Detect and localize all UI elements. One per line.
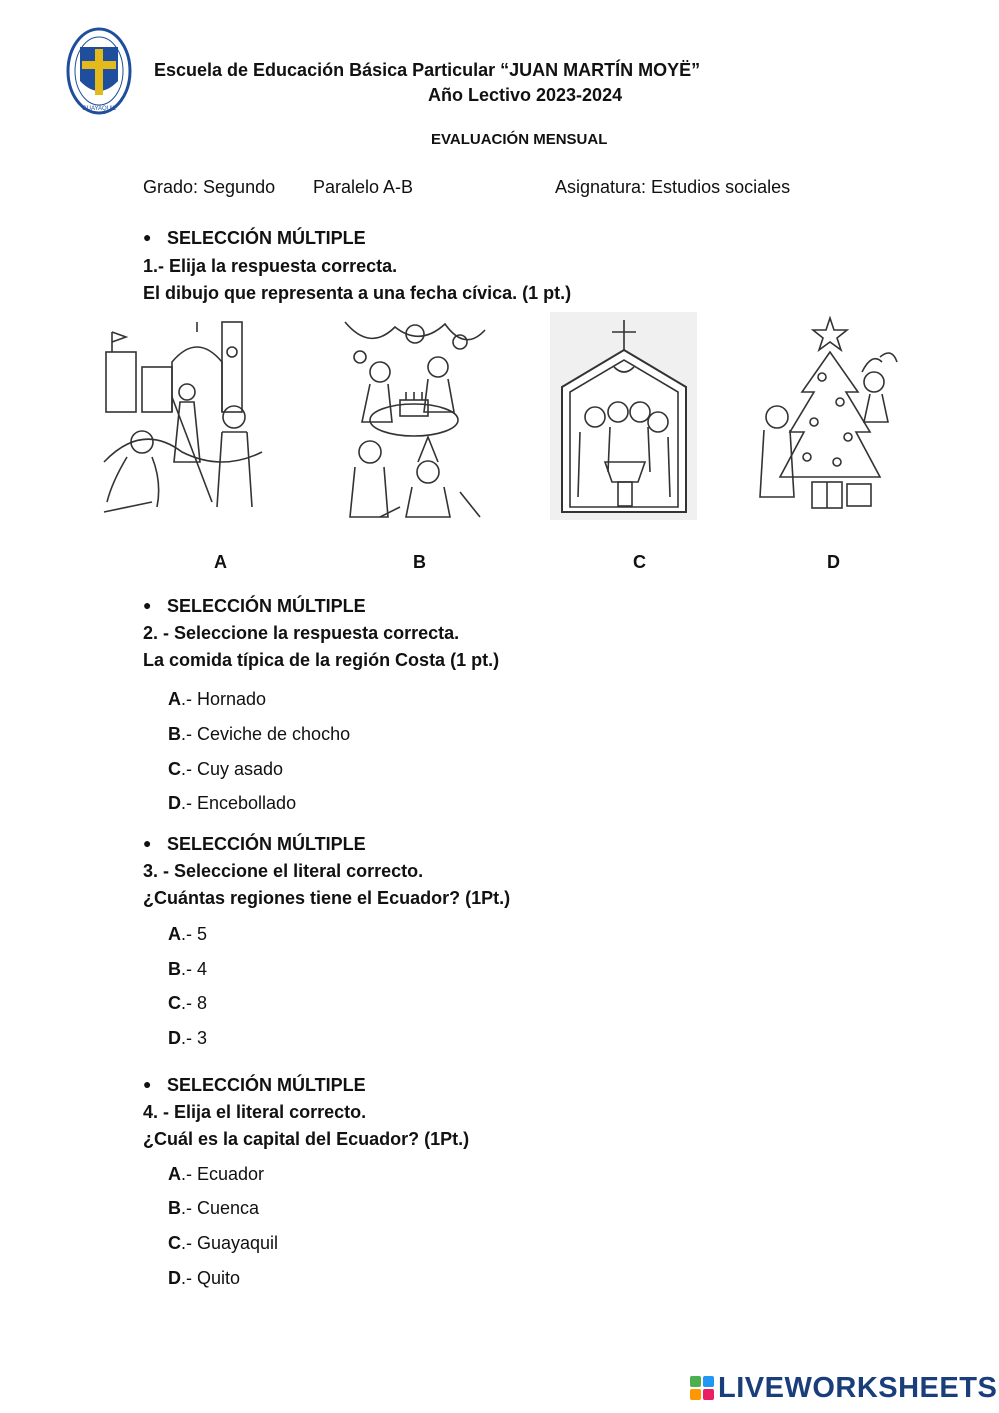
school-name: Escuela de Educación Básica Particular “JUAN MARTÍN MOYË” [154,60,701,80]
section-heading: ● SELECCIÓN MÚLTIPLE [143,596,366,616]
q4-option-c[interactable]: C.- Guayaquil [168,1233,279,1253]
question-4-text: ¿Cuál es la capital del Ecuador? (1Pt.) [143,1129,470,1149]
grade-text: Grado: Segundo [143,177,276,197]
liveworksheets-logo-icon [690,1376,714,1400]
christmas-tree-image[interactable] [752,312,902,520]
question-2-text: La comida típica de la región Costa (1 pt.) [143,650,500,670]
image-label-c: C [633,552,646,572]
image-label-a: A [214,552,227,572]
q2-option-a[interactable]: A.- Hornado [168,689,267,709]
subject-text: Asignatura: Estudios sociales [555,177,791,197]
section-heading: ● SELECCIÓN MÚLTIPLE [143,1075,366,1095]
svg-text:GUAYAQUIL: GUAYAQUIL [81,106,117,112]
school-year: Año Lectivo 2023-2024 [428,85,623,105]
question-3-text: ¿Cuántas regiones tiene el Ecuador? (1Pt.) [143,888,511,908]
question-1-text: El dibujo que representa a una fecha cívica. (1 pt.) [143,283,572,303]
q3-option-a[interactable]: A.- 5 [168,924,208,944]
q3-option-d[interactable]: D.- 3 [168,1028,208,1048]
section-heading: ● SELECCIÓN MÚLTIPLE [143,228,366,248]
image-label-b: B [413,552,426,572]
q2-option-c[interactable]: C.- Cuy asado [168,759,284,779]
question-1-instruction: 1.- Elija la respuesta correcta. [143,256,398,276]
image-label-d: D [827,552,840,572]
question-2-instruction: 2. - Seleccione la respuesta correcta. [143,623,460,643]
q4-option-a[interactable]: A.- Ecuador [168,1164,265,1184]
liveworksheets-brand[interactable] [690,1371,997,1405]
q2-option-b[interactable]: B.- Ceviche de chocho [168,724,351,744]
brand-name: LIVEWORKSHEETS [718,1371,998,1404]
evaluation-title: EVALUACIÓN MENSUAL [431,131,608,148]
parallel-text: Paralelo A-B [313,177,414,197]
civic-parade-image[interactable] [102,312,264,520]
school-crest-icon [66,27,132,115]
birthday-party-image[interactable] [340,312,488,520]
q3-option-b[interactable]: B.- 4 [168,959,208,979]
baptism-church-image[interactable] [550,312,697,520]
question-3-instruction: 3. - Seleccione el literal correcto. [143,861,424,881]
q4-option-d[interactable]: D.- Quito [168,1268,241,1288]
question-4-instruction: 4. - Elija el literal correcto. [143,1102,367,1122]
q2-option-d[interactable]: D.- Encebollado [168,793,297,813]
section-heading: ● SELECCIÓN MÚLTIPLE [143,834,366,854]
q3-option-c[interactable]: C.- 8 [168,993,208,1013]
q4-option-b[interactable]: B.- Cuenca [168,1198,260,1218]
